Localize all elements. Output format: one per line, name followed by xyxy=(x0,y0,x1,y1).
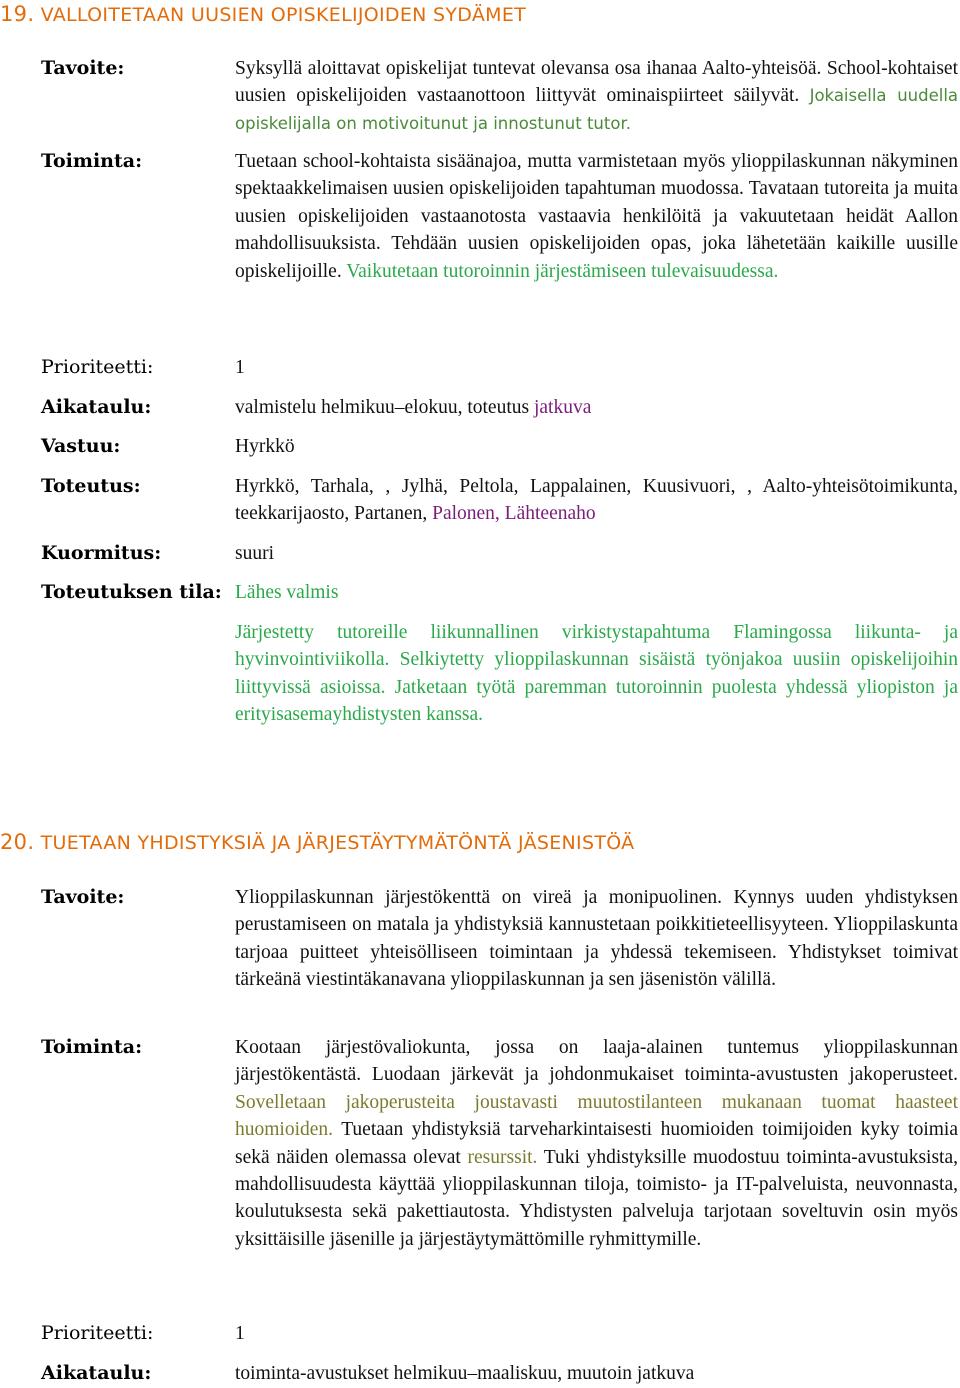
toiminta-highlight-2a: Sovelletaan jakoperusteita joustavasti muutostilanteen mukanaan tuomat haasteet huomioiden. xyxy=(235,1091,958,1141)
toiminta-body-2a: Kootaan järjestövaliokunta, jossa on laaja-alainen tuntemus ylioppilaskunnan järjestökentästä. Luodaan järkevät ja johdonmukaiset toiminta-avustusten jakoperusteet. xyxy=(235,1037,958,1086)
toteutus-body: Hyrkkö, Tarhala, , Jylhä, Peltola, Lappalainen, Kuusivuori, , Aalto-yhteisötoimikunta, teekkarijaosto, Partanen, xyxy=(235,476,958,525)
tavoite-highlight: Jokaisella uudella opiskelijalla on motivoitunut ja innostunut tutor. xyxy=(235,86,959,133)
toteutuksen-tila-label: Toteutuksen tila: xyxy=(41,581,222,603)
aikataulu-label-2: Aikataulu: xyxy=(41,1362,152,1384)
toiminta-highlight-2b: resurssit. xyxy=(467,1146,538,1168)
toiminta-body-2b: Tuetaan yhdistyksiä tarveharkintaisesti huomioiden toimijoiden kyky toimia sekä näiden olemassa olevat xyxy=(235,1119,958,1168)
tavoite-label-2: Tavoite: xyxy=(41,886,125,908)
aikataulu-body: valmistelu helmikuu–elokuu, toteutus xyxy=(235,397,530,418)
section-20-title: TUETAAN YHDISTYKSIÄ JA JÄRJESTÄYTYMÄTÖNTÄ JÄSENISTÖÄ xyxy=(40,832,635,854)
tavoite-body: Syksyllä aloittavat opiskelijat tuntevat olevansa osa ihanaa Aalto-yhteisöä. School-kohtaiset uusien opiskelijoiden vastaanottoon liittyvät ominaispiirteet säilyvät. xyxy=(235,58,958,107)
tavoite-text-2: Ylioppilaskunnan järjestökenttä on vireä ja monipuolinen. Kynnys uuden yhdistyksen perustamiseen on matala ja yhdistyksiä kannustetaan poikkitieteellisyyteen. Ylioppilaskunta tarjoaa puitteet yhteisölliseen toimintaan ja yhdessä tekemiseen. Yhdistykset toimivat tärkeänä viestintäkanavana ylioppilaskunnan ja sen jäsenistön välillä. xyxy=(235,887,958,991)
toteutus-text xyxy=(235,473,958,528)
toiminta-text-2 xyxy=(235,1034,958,1253)
aikataulu-highlight: jatkuva xyxy=(533,397,592,418)
toiminta-body-2c: Tuki yhdistyksille muodostuu toiminta-avustuksista, mahdollisuudesta käyttää ylioppilaskunnan tiloja, toimisto- ja IT-palveluista, neuvonnasta, koulutuksesta sekä pakettiautosta. Yhdistysten palveluja tarjotaan soveltuvin osin myös yksittäisille jäsenille ja järjestäytymättömille ryhmittymille. xyxy=(235,1146,959,1250)
section-19-number: 19. xyxy=(0,2,35,26)
toiminta-label: Toiminta: xyxy=(41,150,143,172)
toteutuksen-tila-description: Järjestetty tutoreille liikunnallinen virkistystapahtuma Flamingossa liikunta- ja hyvinvointiviikolla. Selkiytetty ylioppilaskunnan sisäistä työnjakoa uusiin opiskelijoihin liittyvissä asioissa. Jatketaan työtä paremman tutoroinnin puolesta yhdessä yliopiston ja erityisasemayhdistysten kanssa. xyxy=(235,622,958,726)
tavoite-label: Tavoite: xyxy=(41,57,125,79)
section-20-heading xyxy=(0,830,960,854)
prioriteetti-value: 1 xyxy=(235,357,245,378)
toteutus-highlight: Palonen, Lähteenaho xyxy=(432,503,596,525)
aikataulu-text-2: toiminta-avustukset helmikuu–maaliskuu, muutoin jatkuva xyxy=(235,1363,695,1384)
tavoite-text xyxy=(235,55,958,137)
aikataulu-label: Aikataulu: xyxy=(41,396,152,418)
section-19-heading xyxy=(0,2,960,26)
toiminta-text xyxy=(235,148,958,285)
toiminta-label-2: Toiminta: xyxy=(41,1036,143,1058)
toteutuksen-tila-value: Lähes valmis xyxy=(235,582,339,603)
toiminta-highlight: Vaikutetaan tutoroinnin järjestämiseen tulevaisuudessa. xyxy=(346,260,779,282)
prioriteetti-label: Prioriteetti: xyxy=(41,356,154,378)
vastuu-value: Hyrkkö xyxy=(235,436,295,457)
toteutus-label: Toteutus: xyxy=(41,475,141,497)
toiminta-body: Tuetaan school-kohtaista sisäänajoa, mutta varmistetaan myös ylioppilaskunnan näkyminen spektaakkelimaisen uusien opiskelijoiden tapahtuman muodossa. Tavataan tutoreita ja muita uusien opiskelijoiden vastaanotosta vastaavia henkilöitä ja vakuutetaan heidät Aallon mahdollisuuksista. Tehdään uusien opiskelijoiden opas, joka lähetetään kaikille uusille opiskelijoille. xyxy=(235,151,958,282)
prioriteetti-value-2: 1 xyxy=(235,1323,245,1344)
kuormitus-value: suuri xyxy=(235,543,274,564)
aikataulu-text xyxy=(235,394,958,421)
vastuu-label: Vastuu: xyxy=(41,435,121,457)
prioriteetti-label-2: Prioriteetti: xyxy=(41,1322,154,1344)
section-19-title: VALLOITETAAN UUSIEN OPISKELIJOIDEN SYDÄMET xyxy=(40,4,527,26)
section-20-number: 20. xyxy=(0,830,35,854)
kuormitus-label: Kuormitus: xyxy=(41,542,162,564)
